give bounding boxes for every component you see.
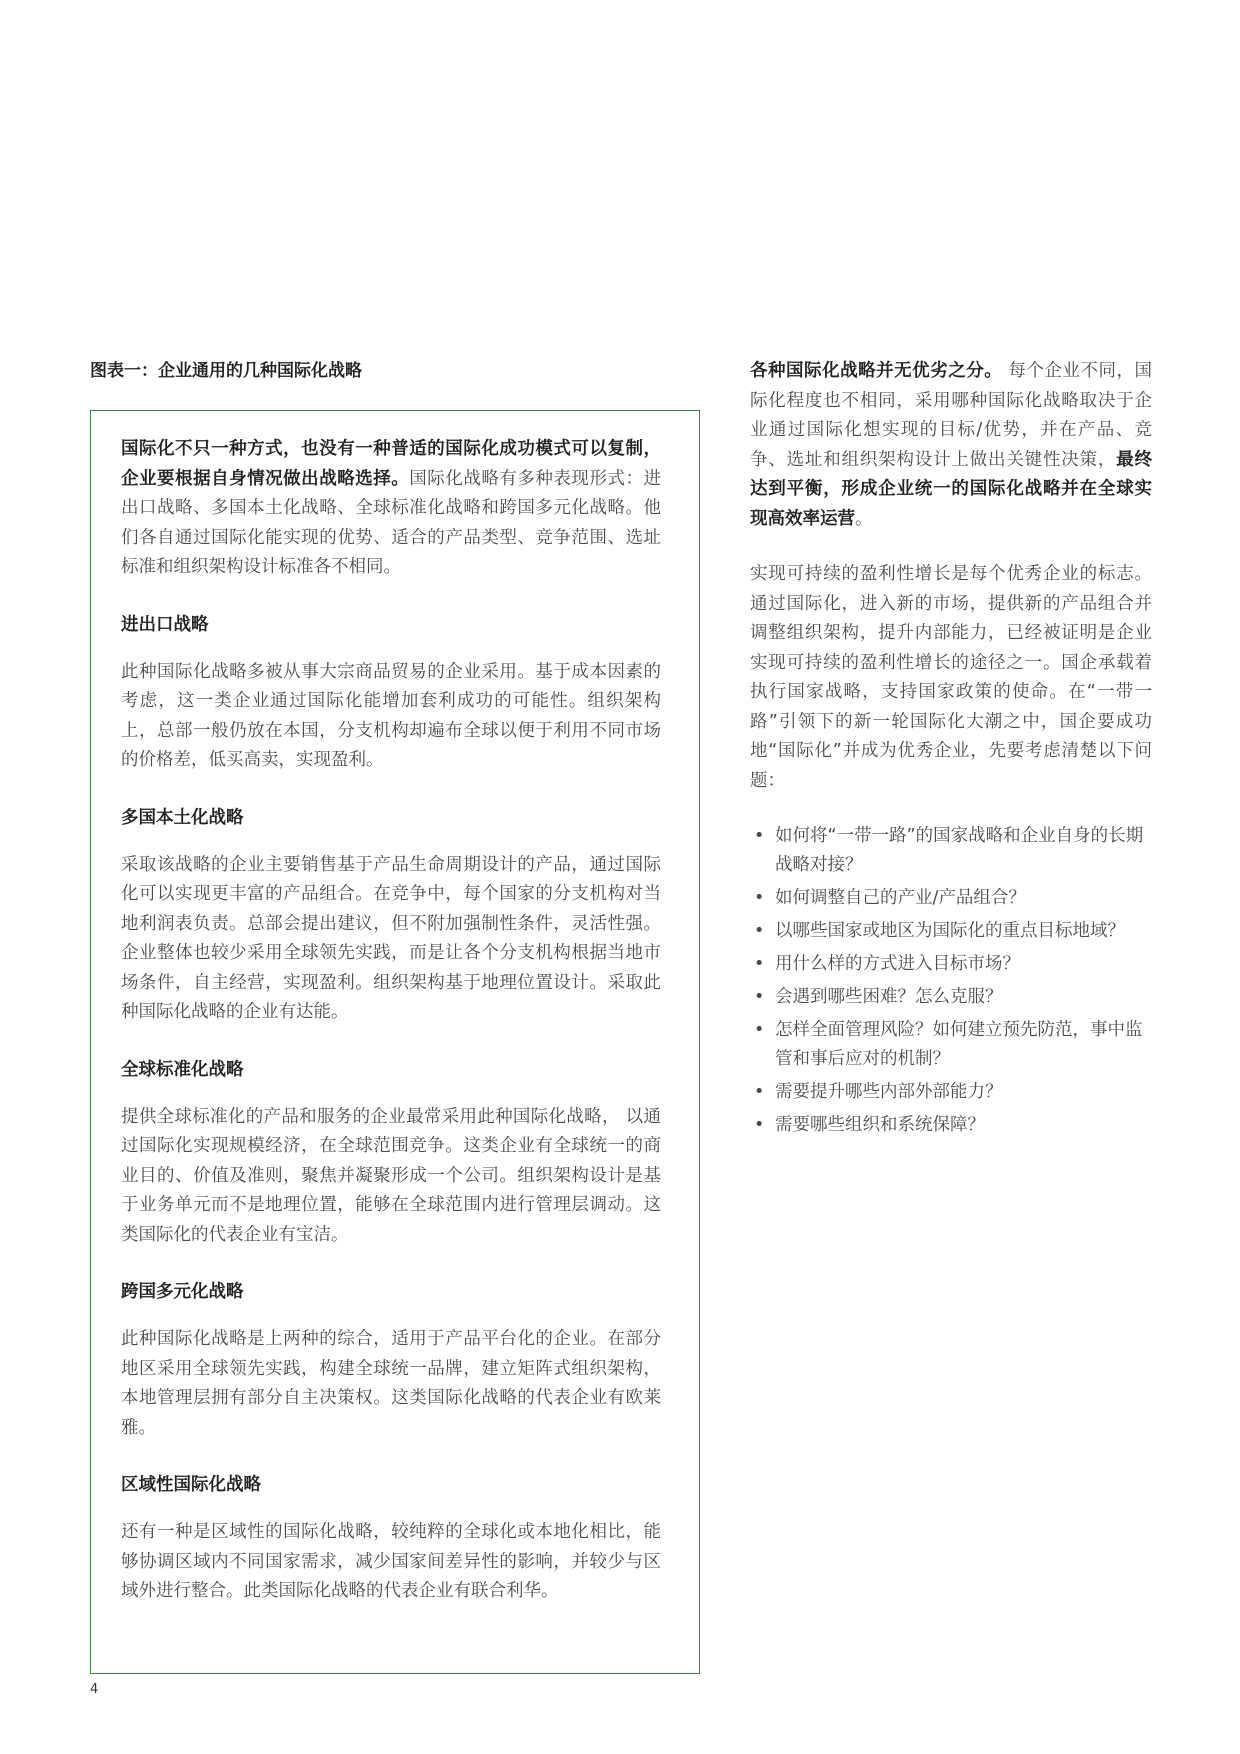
right-paragraph-1 — [750, 357, 1152, 534]
list-item — [750, 1078, 1152, 1107]
section-body: 还有一种是区域性的国际化战略，较纯粹的全球化或本地化相比，能够协调区域内不同国家需求，减少国家间差异性的影响，并较少与区域外进行整合。此类国际化战略的代表企业有联合利华。 — [121, 1522, 661, 1601]
strategy-box — [90, 410, 700, 1674]
list-item-text: 以哪些国家或地区为国际化的重点目标地域？ — [775, 921, 1125, 941]
p1-text: 每个企业不同，国际化程度也不相同，采用哪种国际化战略取决于企业通过国际化想实现的目标/优势，并在产品、竞争、选址和组织架构设计上做出关键性决策， — [750, 361, 1153, 470]
list-item — [750, 950, 1152, 979]
list-item-text: 会遇到哪些困难？怎么克服？ — [775, 987, 1003, 1007]
p1-end: 。 — [855, 508, 873, 529]
bullet-icon: • — [754, 826, 765, 846]
bullet-icon: • — [754, 987, 765, 1007]
section-heading: 跨国多元化战略 — [121, 1282, 244, 1302]
intro-text: 国际化战略有多种表现形式：进出口战略、多国本土化战略、全球标准化战略和跨国多元化战略。他们各自通过国际化能实现的优势、适合的产品类型、竞争范围、选址标准和组织架构设计标准各不相同。 — [121, 468, 662, 577]
section-body: 提供全球标准化的产品和服务的企业最常采用此种国际化战略， 以通过国际化实现规模经济，在全球范围竞争。这类企业有全球统一的商业目的、价值及准则，聚焦并凝聚形成一个公司。组织架构设计是基于业务单元而不是地理位置，能够在全球范围内进行管理层调动。这类国际化的代表企业有宝洁。 — [121, 1106, 661, 1245]
bullet-icon: • — [754, 921, 765, 941]
list-item — [750, 1016, 1152, 1074]
intro-paragraph — [121, 435, 661, 583]
question-list — [750, 822, 1152, 1140]
list-item-text: 怎样全面管理风险？如何建立预先防范，事中监管和事后应对的机制？ — [775, 1020, 1143, 1069]
section-regional — [121, 1471, 661, 1607]
section-body: 此种国际化战略是上两种的综合，适用于产品平台化的企业。在部分地区采用全球领先实践，构建全球统一品牌，建立矩阵式组织架构，本地管理层拥有部分自主决策权。这类国际化战略的代表企业有欧莱雅。 — [121, 1329, 661, 1438]
list-item-text: 如何调整自己的产业/产品组合？ — [775, 888, 1026, 908]
section-body: 此种国际化战略多被从事大宗商品贸易的企业采用。基于成本因素的考虑，这一类企业通过国际化能增加套利成功的可能性。组织架构上，总部一般仍放在本国，分支机构却遍布全球以便于利用不同市场的价格差，低买高卖，实现盈利。 — [121, 661, 661, 770]
page-number: 4 — [90, 1682, 99, 1697]
list-item-text: 需要提升哪些内部外部能力？ — [775, 1082, 1003, 1102]
list-item — [750, 983, 1152, 1012]
section-transnational — [121, 1278, 661, 1443]
list-item-text: 如何将“一带一路”的国家战略和企业自身的长期战略对接？ — [775, 826, 1144, 875]
list-item — [750, 884, 1152, 913]
section-multidomestic — [121, 804, 661, 1028]
section-heading: 进出口战略 — [121, 614, 209, 635]
bullet-icon: • — [754, 954, 765, 974]
right-column — [750, 357, 1152, 1144]
p1-bold: 各种国际化战略并无优劣之分。 — [750, 361, 1003, 381]
intro-bold: 国际化不只一种方式，也没有一种普适的国际化成功模式可以复制，企业要根据自身情况做出战略选择。 — [121, 439, 661, 489]
p1-bold-2: 最终达到平衡，形成企业统一的国际化战略并在全球实现高效率运营 — [750, 449, 1153, 529]
bullet-icon: • — [754, 1082, 765, 1102]
bullet-icon: • — [754, 1020, 765, 1040]
list-item — [750, 1111, 1152, 1140]
section-body: 采取该战略的企业主要销售基于产品生命周期设计的产品，通过国际化可以实现更丰富的产品组合。在竞争中，每个国家的分支机构对当地利润表负责。总部会提出建议，但不附加强制性条件，灵活性强。企业整体也较少采用全球领先实践，而是让各个分支机构根据当地市场条件，自主经营，实现盈利。组织架构基于地理位置设计。采取此种国际化战略的企业有达能。 — [121, 854, 661, 1022]
list-item — [750, 917, 1152, 946]
list-item — [750, 822, 1152, 880]
list-item-text: 用什么样的方式进入目标市场？ — [775, 954, 1020, 974]
bullet-icon: • — [754, 888, 765, 908]
figure-title: 图表一：企业通用的几种国际化战略 — [90, 361, 362, 381]
section-heading: 区域性国际化战略 — [121, 1475, 261, 1495]
section-global-standard — [121, 1056, 661, 1251]
bullet-icon: • — [754, 1115, 765, 1135]
section-import-export — [121, 611, 661, 776]
section-heading: 全球标准化战略 — [121, 1059, 244, 1080]
list-item-text: 需要哪些组织和系统保障？ — [775, 1115, 985, 1135]
section-heading: 多国本土化战略 — [121, 807, 244, 828]
right-paragraph-2: 实现可持续的盈利性增长是每个优秀企业的标志。通过国际化，进入新的市场，提供新的产品组合并调整组织架构，提升内部能力，已经被证明是企业实现可持续的盈利性增长的途径之一。国企承载着执行国家战略，支持国家政策的使命。在“一带一路”引领下的新一轮国际化大潮之中，国企要成功地“国际化”并成为优秀企业，先要考虑清楚以下问题： — [750, 564, 1152, 791]
